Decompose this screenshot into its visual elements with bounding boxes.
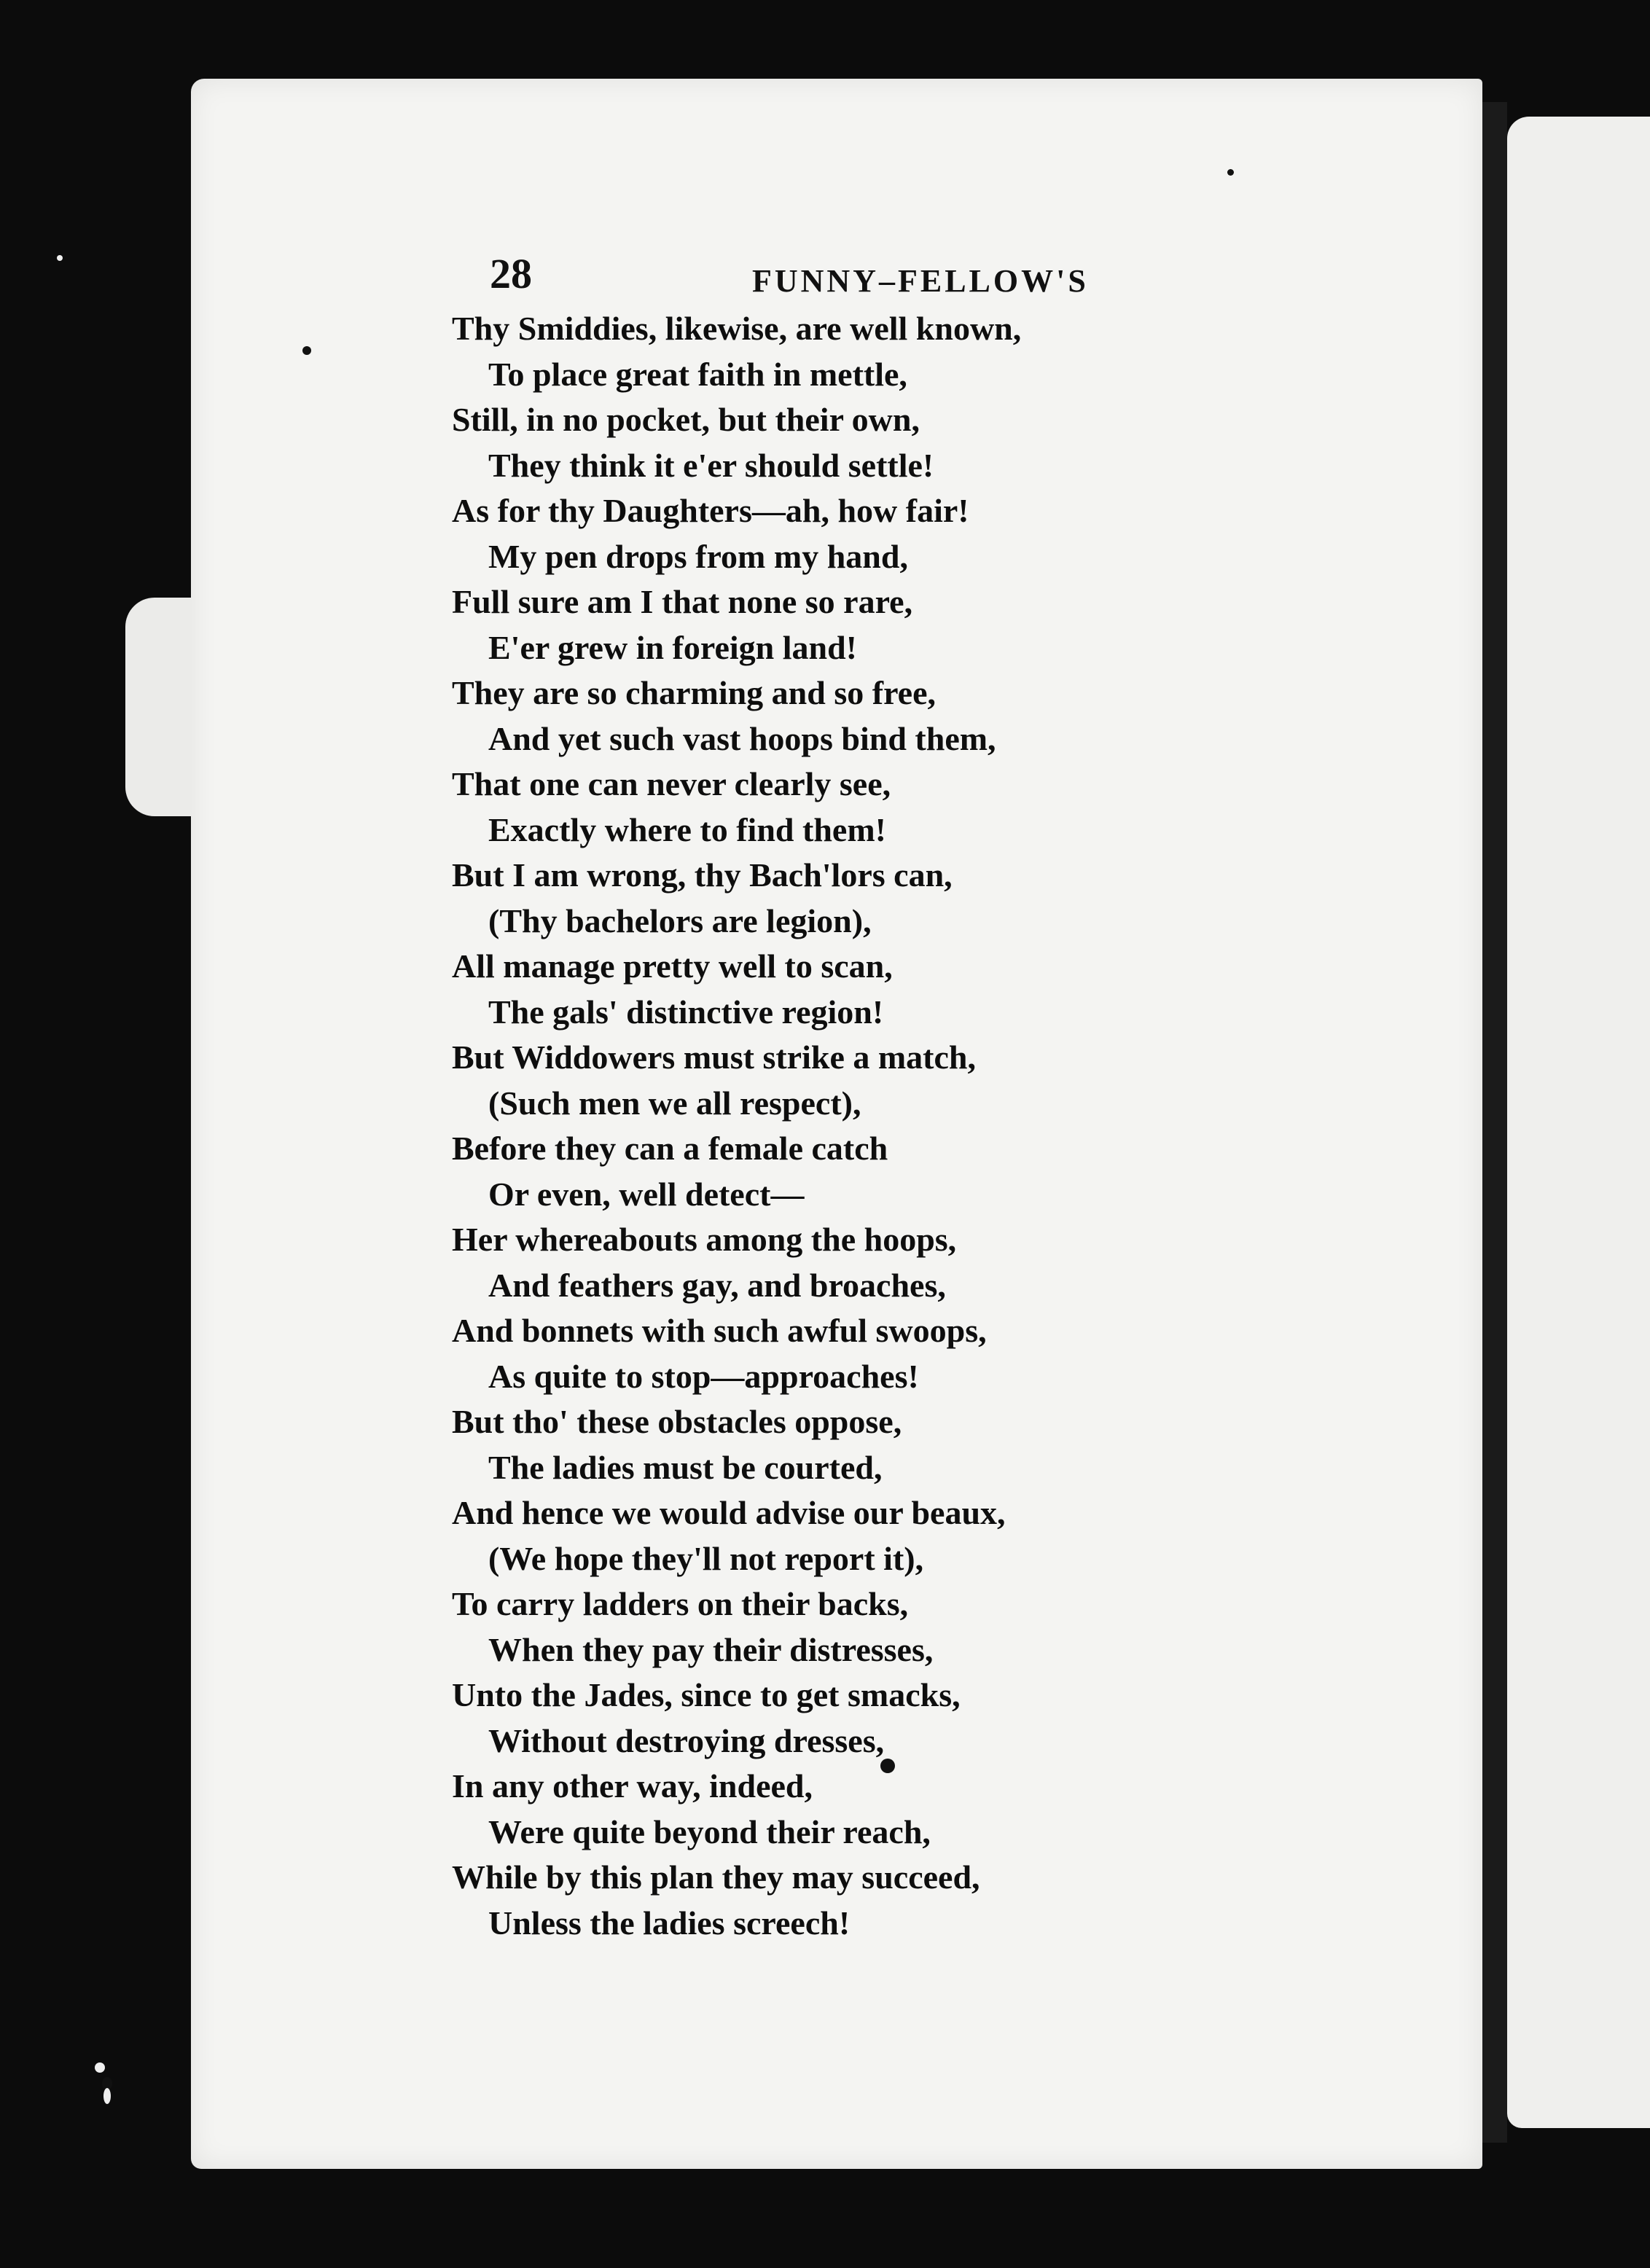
poem-line: But tho' these obstacles oppose, <box>452 1403 902 1440</box>
poem-line: (Thy bachelors are legion), <box>488 902 872 939</box>
poem-line: Full sure am I that none so rare, <box>452 583 913 620</box>
poem-line: All manage pretty well to scan, <box>452 947 893 985</box>
poem-line: And bonnets with such awful swoops, <box>452 1312 987 1349</box>
poem-line: They think it e'er should settle! <box>488 446 934 484</box>
paper-speck <box>95 2062 105 2073</box>
poem-text <box>452 306 1290 1946</box>
poem-line: Still, in no pocket, but their own, <box>452 401 920 438</box>
poem-line: When they pay their distresses, <box>488 1630 934 1668</box>
ink-speck <box>880 1759 895 1773</box>
poem-line: (We hope they'll not report it), <box>488 1539 924 1577</box>
poem-line: Exactly where to find them! <box>488 810 886 848</box>
facing-page-edge <box>1507 117 1650 2128</box>
ink-speck <box>302 346 311 355</box>
poem-line: Thy Smiddies, likewise, are well known, <box>452 310 1022 347</box>
poem-line: Or even, well detect— <box>488 1175 805 1213</box>
poem-line: To carry ladders on their backs, <box>452 1585 909 1622</box>
poem-line: But Widdowers must strike a match, <box>452 1039 976 1076</box>
paper-edge-tab <box>125 598 195 816</box>
poem-line: Were quite beyond their reach, <box>488 1813 931 1850</box>
poem-line: Unto the Jades, since to get smacks, <box>452 1676 961 1713</box>
poem-line: In any other way, indeed, <box>452 1767 813 1804</box>
page-number: 28 <box>490 250 532 297</box>
book-gutter <box>1482 102 1507 2143</box>
poem-line: But I am wrong, thy Bach'lors can, <box>452 856 953 893</box>
page-header <box>490 249 1291 308</box>
poem-line: Without destroying dresses, <box>488 1721 885 1759</box>
poem-line: And feathers gay, and broaches, <box>488 1266 946 1304</box>
poem-line: (Such men we all respect), <box>488 1084 861 1122</box>
poem-line: E'er grew in foreign land! <box>488 628 857 666</box>
poem-line: The ladies must be courted, <box>488 1448 883 1486</box>
poem-line: Before they can a female catch <box>452 1130 888 1167</box>
poem-line: My pen drops from my hand, <box>488 537 908 575</box>
ink-speck <box>1227 169 1234 176</box>
poem-line: While by this plan they may succeed, <box>452 1858 980 1896</box>
poem-line: To place great faith in mettle, <box>488 355 907 393</box>
poem-line: As for thy Daughters—ah, how fair! <box>452 492 969 529</box>
paper-speck <box>103 2088 111 2104</box>
poem-line: And yet such vast hoops bind them, <box>488 719 996 757</box>
poem-line: That one can never clearly see, <box>452 765 891 802</box>
poem-line: Her whereabouts among the hoops, <box>452 1221 957 1258</box>
poem-line: As quite to stop—approaches! <box>488 1357 919 1395</box>
poem-line: And hence we would advise our beaux, <box>452 1494 1006 1531</box>
poem-line: The gals' distinctive region! <box>488 993 884 1031</box>
paper-speck <box>57 255 63 261</box>
running-head: FUNNY–FELLOW'S <box>752 263 1089 299</box>
poem-line: Unless the ladies screech! <box>488 1904 851 1942</box>
poem-line: They are so charming and so free, <box>452 674 936 711</box>
